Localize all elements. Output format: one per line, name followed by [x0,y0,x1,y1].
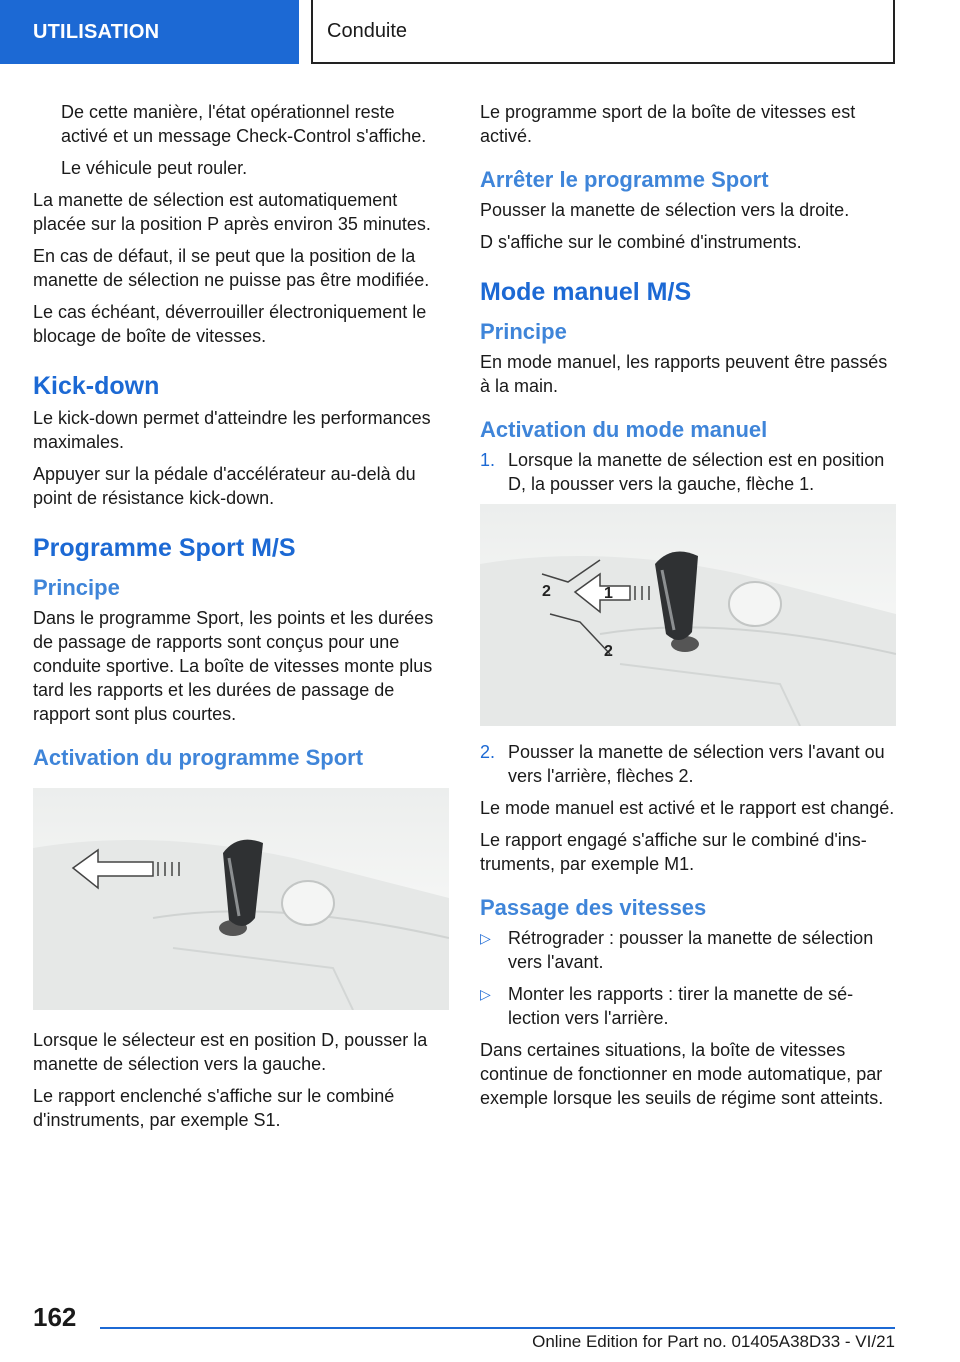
paragraph: En cas de défaut, il se peut que la position de la manette de sélection ne puisse pas être modifiée. [33,246,430,290]
figure-label-2: 2 [542,583,551,600]
heading-sport-program: Programme Sport M/S [33,534,296,562]
list-item [480,740,896,788]
footer-divider [100,1327,895,1329]
list-item [480,982,896,1030]
heading-kickdown: Kick-down [33,372,160,400]
paragraph: Appuyer sur la pédale d'accélérateur au-delà du point de résistance kick-down. [33,464,416,508]
paragraph: La manette de sélection est automatiquement placée sur la position P après environ 35 minutes. [33,190,431,234]
page-number: 162 [33,1302,77,1332]
step-text: Pousser la manette de sélection vers l'avant ou vers l'arrière, flèches 2. [508,742,885,786]
illustration-gear-selector-manual [480,504,896,726]
footer-edition: Online Edition for Part no. 01405A38D33 - VI/21 [532,1332,895,1351]
paragraph: Pousser la manette de sélection vers la droite. [480,200,850,220]
bullet-text: Monter les rapports : tirer la manette de sélection vers l'arrière. [508,984,854,1028]
paragraph: Le kick-down permet d'atteindre les performances maximales. [33,408,431,452]
heading-gear-shifting: Passage des vitesses [480,895,707,920]
header-section-tab: UTILISATION [0,0,299,64]
list-item [480,448,896,496]
paragraph: Le mode manuel est activé et le rapport est changé. [480,798,895,818]
figure-label-2: 2 [604,643,613,660]
step-number: 2. [480,742,496,762]
paragraph: Dans le programme Sport, les points et les durées de passage de rapports sont conçus pour une conduite sportive. La boîte de vitesses monte plus tard les rapports et les durées de passage de rapport sont plus courtes. [33,608,434,724]
paragraph: Lorsque le sélecteur est en position D, pousser la manette de sélection vers la gauche. [33,1030,428,1074]
paragraph: D s'affiche sur le combiné d'instruments. [480,232,802,252]
heading-activation-sport: Activation du programme Sport [33,745,364,770]
left-column [33,100,438,1140]
paragraph: Le programme sport de la boîte de vitesses est activé. [480,102,856,146]
bullet-text: Rétrograder : pousser la manette de sélection vers l'avant. [508,928,874,972]
paragraph: Le rapport engagé s'affiche sur le combiné d'instruments, par exemple M1. [480,830,867,874]
illustration-gear-selector-sport [33,788,449,1010]
figure-label-1: 1 [604,585,613,602]
paragraph: Le rapport enclenché s'affiche sur le combiné d'instruments, par exemple S1. [33,1086,395,1130]
heading-principe: Principe [33,575,120,600]
triangle-bullet-icon: ▷ [480,930,491,946]
paragraph: Dans certaines situations, la boîte de vitesses continue de fonctionner en mode automatique, par exemple lorsque les seuils de régime sont atteints. [480,1040,884,1108]
triangle-bullet-icon: ▷ [480,986,491,1002]
step-text: Lorsque la manette de sélection est en position D, la pousser vers la gauche, flèche 1. [508,450,885,494]
heading-stop-sport: Arrêter le programme Sport [480,167,769,192]
heading-principe: Principe [480,319,567,344]
paragraph: Le véhicule peut rouler. [61,158,248,178]
paragraph: De cette manière, l'état opérationnel reste activé et un message Check-Control s'affiche. [61,102,427,146]
list-item [480,926,896,974]
paragraph: En mode manuel, les rapports peuvent être passés à la main. [480,352,888,396]
step-number: 1. [480,450,496,470]
heading-manual-mode: Mode manuel M/S [480,278,692,306]
right-column [480,100,896,1118]
heading-activation-manual: Activation du mode manuel [480,417,768,442]
header-chapter-title: Conduite [311,0,895,64]
paragraph: Le cas échéant, déverrouiller électroniquement le blocage de boîte de vitesses. [33,302,427,346]
